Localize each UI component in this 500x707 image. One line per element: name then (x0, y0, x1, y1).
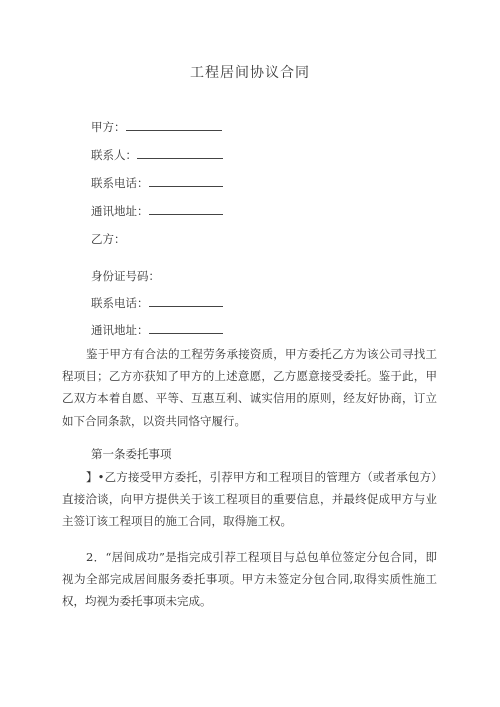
party-b-id-label: 身份证号码： (91, 269, 160, 283)
party-a-contact-field (91, 147, 223, 163)
clause-2-paragraph: 2．“居间成功”是指完成引荐工程项目与总包单位签定分包合同，即视为全部完成居间服务委托事项。甲方未签定分包合同,取得实质性施工权，均视为委托事项未完成。 (62, 550, 437, 609)
party-a-contact-blank (137, 148, 223, 159)
party-b-phone-blank (149, 296, 223, 307)
party-b-name-field (91, 231, 126, 247)
party-a-name-label: 甲方： (91, 120, 126, 134)
document-title: 工程居间协议合同 (190, 65, 310, 81)
party-a-address-label: 通讯地址： (91, 204, 149, 218)
party-b-address-blank (149, 323, 223, 334)
intro-paragraph: 鉴于甲方有合法的工程劳务承接资质，甲方委托乙方为该公司寻找工程项目；乙方亦获知了甲方的上述意愿，乙方愿意接受委托。鉴于此，甲乙双方本着自愿、平等、互惠互利、诚实信用的原则，经友好协商，订立如下合同条款，以资共同恪守履行。 (62, 347, 437, 428)
party-a-address-blank (149, 204, 223, 215)
party-b-id-field (91, 268, 160, 284)
party-b-name-label: 乙方： (91, 232, 126, 246)
party-b-address-field (91, 322, 223, 338)
party-a-name-field (91, 119, 222, 135)
party-a-contact-label: 联系人： (91, 148, 137, 162)
party-b-address-label: 通讯地址： (91, 323, 149, 337)
party-b-phone-label: 联系电话： (91, 296, 149, 310)
party-a-address-field (91, 203, 223, 219)
party-a-name-blank (126, 120, 222, 131)
clause-1-paragraph: 】•乙方接受甲方委托，引荐甲方和工程项目的管理方（或者承包方）直接洽谈，向甲方提供关于该工程项目的重要信息，并最终促成甲方与业主签订该工程项目的施工合同，取得施工权。 (62, 470, 437, 529)
party-b-phone-field (91, 295, 223, 311)
party-a-phone-blank (149, 176, 223, 187)
party-a-phone-field (91, 175, 223, 191)
party-a-phone-label: 联系电话： (91, 176, 149, 190)
article-1-heading: 第一条委托事项 (91, 447, 172, 461)
